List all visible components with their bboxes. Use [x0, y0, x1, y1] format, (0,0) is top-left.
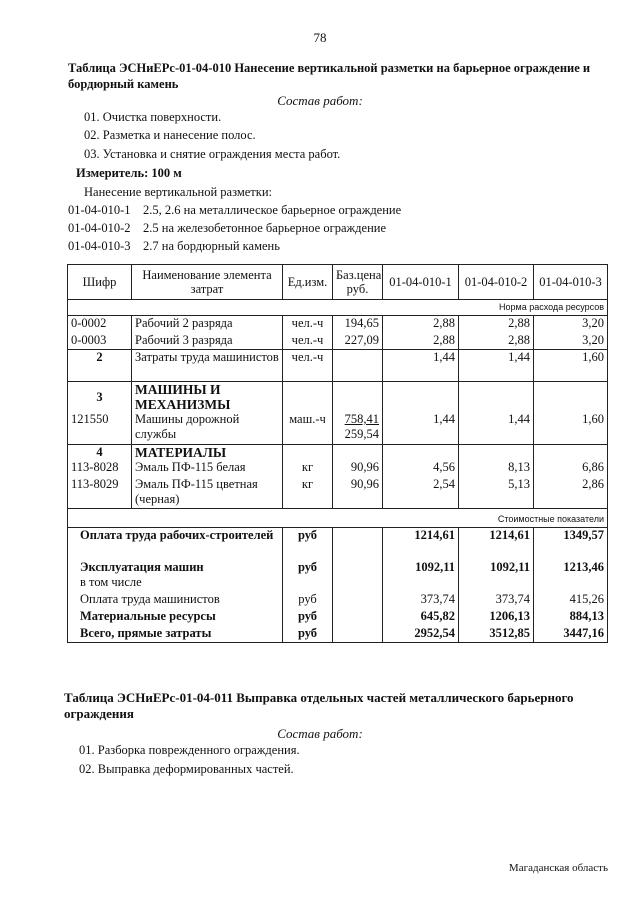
- cost-label: Стоимостные показатели: [68, 509, 608, 528]
- section-name: МАТЕРИАЛЫ: [132, 444, 283, 460]
- cell-name: Эмаль ПФ-115 белая: [132, 460, 283, 477]
- cell-name: Рабочий 3 разряда: [132, 333, 283, 350]
- cost-value: 1349,57: [534, 528, 608, 560]
- section-code: 4: [68, 444, 132, 460]
- header-col1: 01-04-010-1: [383, 265, 459, 300]
- cell-value: 2,88: [459, 333, 534, 350]
- cell-value: 2,88: [459, 316, 534, 333]
- cost-value: 3447,16: [534, 626, 608, 643]
- cell-price: 227,09: [333, 333, 383, 350]
- table-header-row: [68, 265, 608, 300]
- cell-value: 1,44: [459, 412, 534, 444]
- cell-code: 0-0003: [68, 333, 132, 350]
- item-code-1: 01-04-010-1: [68, 203, 131, 217]
- table-row: [68, 316, 608, 333]
- footer-region: Магаданская область: [508, 862, 608, 874]
- cost-unit: руб: [283, 609, 333, 626]
- cell-value: 2,54: [383, 477, 459, 509]
- table1-desc-intro: Нанесение вертикальной разметки:: [84, 185, 272, 199]
- cost-row: [68, 592, 608, 609]
- cell-value: 2,88: [383, 333, 459, 350]
- cost-value: 3512,85: [459, 626, 534, 643]
- table-row: [68, 412, 608, 444]
- cell-value: 8,13: [459, 460, 534, 477]
- cost-value: 2952,54: [383, 626, 459, 643]
- cell-name: Затраты труда машинистов: [132, 350, 283, 382]
- cell-value: 5,13: [459, 477, 534, 509]
- price-b: 259,54: [344, 427, 379, 441]
- cell-value: 3,20: [534, 316, 608, 333]
- norm-label: Норма расхода ресурсов: [68, 300, 608, 316]
- header-price: Баз.цена руб.: [333, 265, 383, 300]
- cost-sub: в том числе: [80, 574, 142, 589]
- cell-price: 194,65: [333, 316, 383, 333]
- cost-value: 1213,46: [534, 560, 608, 592]
- cell-value: 1,60: [534, 350, 608, 382]
- table1-measurer: Измеритель: 100 м: [76, 166, 182, 180]
- section-row: [68, 444, 608, 460]
- cost-value: 645,82: [383, 609, 459, 626]
- cost-unit: руб: [283, 592, 333, 609]
- table1-work-2: 02. Разметка и нанесение полос.: [84, 128, 256, 142]
- table1-title: Таблица ЭСНиЕРс-01-04-010 Нанесение вертикальной разметки на барьерное ограждение и бордюрный камень: [68, 61, 591, 91]
- cost-name: Всего, прямые затраты: [68, 626, 283, 643]
- cell-value: 1,44: [383, 350, 459, 382]
- table-row: [68, 333, 608, 350]
- cell-code: 113-8029: [68, 477, 132, 509]
- cell-code: 121550: [68, 412, 132, 444]
- cost-unit: руб: [283, 528, 333, 560]
- table1-sostav-label: Состав работ:: [277, 93, 363, 108]
- table-row: [68, 350, 608, 382]
- cost-value: 1206,13: [459, 609, 534, 626]
- item-code-2: 01-04-010-2: [68, 221, 131, 235]
- cell-price: [333, 350, 383, 382]
- cell-code: 2: [68, 350, 132, 382]
- header-name: Наименование элемента затрат: [132, 265, 283, 300]
- resource-table: [67, 264, 608, 643]
- cell-value: 3,20: [534, 333, 608, 350]
- cost-value: 415,26: [534, 592, 608, 609]
- header-col2: 01-04-010-2: [459, 265, 534, 300]
- cost-value: 1214,61: [383, 528, 459, 560]
- table-row: [68, 460, 608, 477]
- cost-row: [68, 626, 608, 643]
- cell-price: 90,96: [333, 460, 383, 477]
- cell-name: Рабочий 2 разряда: [132, 316, 283, 333]
- cost-name: Оплата труда рабочих-строителей: [68, 528, 283, 560]
- cell-price: [333, 412, 383, 444]
- item-text-3: 2.7 на бордюрный камень: [143, 239, 280, 253]
- cell-value: 2,86: [534, 477, 608, 509]
- item-text-1: 2.5, 2.6 на металлическое барьерное ограждение: [143, 203, 402, 217]
- cell-unit: чел.-ч: [283, 350, 333, 382]
- cell-value: 1,44: [383, 412, 459, 444]
- cost-value: 373,74: [383, 592, 459, 609]
- cell-unit: кг: [283, 460, 333, 477]
- table1-work-1: 01. Очистка поверхности.: [84, 110, 222, 124]
- cost-row: [68, 528, 608, 560]
- cell-unit: чел.-ч: [283, 316, 333, 333]
- cell-price: 90,96: [333, 477, 383, 509]
- cost-name: Оплата труда машинистов: [68, 592, 283, 609]
- cost-value: 1214,61: [459, 528, 534, 560]
- cell-value: 4,56: [383, 460, 459, 477]
- table2-work-2: 02. Выправка деформированных частей.: [79, 762, 294, 776]
- cell-value: 6,86: [534, 460, 608, 477]
- cell-code: 113-8028: [68, 460, 132, 477]
- cost-name: Эксплуатация машин в том числе: [68, 560, 283, 592]
- cost-unit: руб: [283, 626, 333, 643]
- cost-row: [68, 560, 608, 592]
- cost-value: 1092,11: [383, 560, 459, 592]
- cell-name: Эмаль ПФ-115 цветная (черная): [132, 477, 283, 509]
- table2-title: Таблица ЭСНиЕРс-01-04-011 Выправка отдельных частей металлического барьерного ограждения: [64, 690, 574, 721]
- price-a: 758,41: [344, 412, 379, 426]
- header-code: Шифр: [68, 265, 132, 300]
- item-code-3: 01-04-010-3: [68, 239, 131, 253]
- cell-name: Машины дорожной службы: [132, 412, 283, 444]
- cost-name: Материальные ресурсы: [68, 609, 283, 626]
- cost-value: 1092,11: [459, 560, 534, 592]
- cell-value: 2,88: [383, 316, 459, 333]
- norm-label-row: [68, 300, 608, 316]
- cost-value: 373,74: [459, 592, 534, 609]
- table2-work-1: 01. Разборка поврежденного ограждения.: [79, 743, 300, 757]
- table-row: [68, 477, 608, 509]
- table1-work-3: 03. Установка и снятие ограждения места работ.: [84, 147, 341, 161]
- section-row: [68, 382, 608, 413]
- cell-code: 0-0002: [68, 316, 132, 333]
- cost-unit: руб: [283, 560, 333, 592]
- item-text-2: 2.5 на железобетонное барьерное ограждение: [143, 221, 386, 235]
- table2-sostav-label: Состав работ:: [277, 726, 363, 741]
- section-name: МАШИНЫ И МЕХАНИЗМЫ: [132, 382, 283, 413]
- cell-unit: маш.-ч: [283, 412, 333, 444]
- section-code: 3: [68, 382, 132, 413]
- cell-unit: чел.-ч: [283, 333, 333, 350]
- cell-value: 1,60: [534, 412, 608, 444]
- header-unit: Ед.изм.: [283, 265, 333, 300]
- cost-row: [68, 609, 608, 626]
- cell-unit: кг: [283, 477, 333, 509]
- cell-value: 1,44: [459, 350, 534, 382]
- header-col3: 01-04-010-3: [534, 265, 608, 300]
- cost-value: 884,13: [534, 609, 608, 626]
- cost-label-row: [68, 509, 608, 528]
- page-number: 78: [313, 30, 327, 45]
